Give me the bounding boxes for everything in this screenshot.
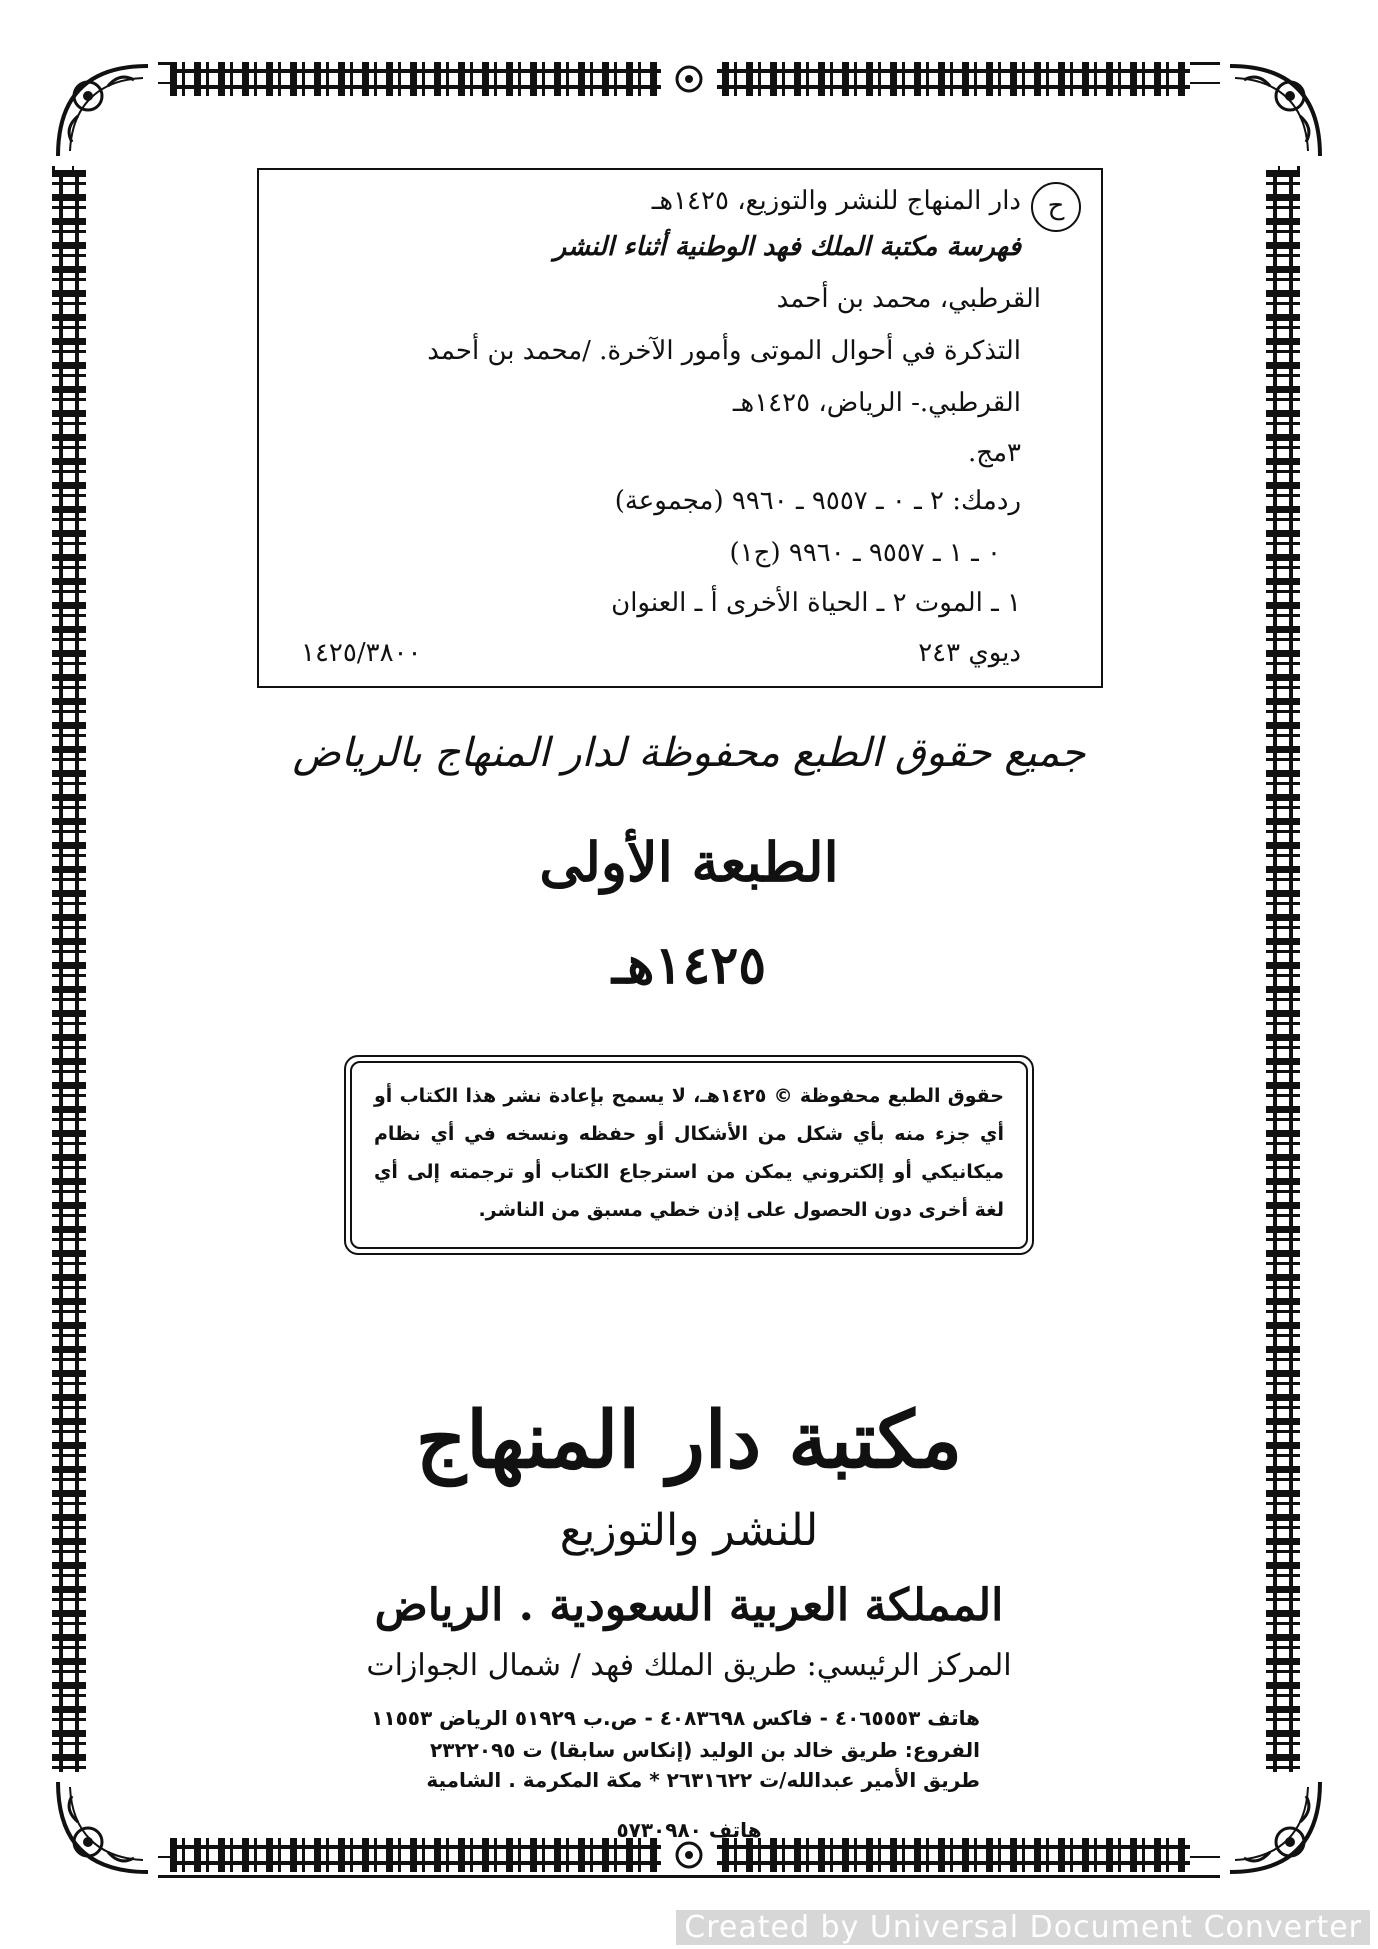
catalog-title-line2: القرطبي.- الرياض، ١٤٢٥هـ: [732, 388, 1021, 418]
copyright-notice-text: حقوق الطبع محفوظة © ١٤٢٥هـ، لا يسمح بإعادة نشر هذا الكتاب أو أي جزء منه بأي شكل من الأشكال أو حفظه ونسخه في أي نظام ميكانيكي أو إلكتروني يمكن من استرجاع الكتاب أو ترجمته إلى أي لغة أخرى دون الحصول على إذن خطي مسبق من الناشر.: [350, 1061, 1028, 1249]
publisher-name: مكتبة دار المنهاج: [415, 1395, 963, 1486]
corner-ornament-top-left: [48, 56, 158, 166]
catalog-deposit-number: ١٤٢٥/٣٨٠٠: [301, 638, 422, 668]
catalog-isbn-vol1: ٠ ـ ١ ـ ٩٥٥٧ ـ ٩٩٦٠ (ج١): [729, 538, 1001, 568]
edition-title: الطبعة الأولى: [539, 830, 839, 894]
converter-watermark: Created by Universal Document Converter: [676, 1910, 1370, 1945]
catalog-dewey: ديوي ٢٤٣: [918, 638, 1021, 668]
publisher-headquarters: المركز الرئيسي: طريق الملك فهد / شمال الجوازات: [366, 1648, 1012, 1683]
catalog-volumes: ٣مج.: [968, 438, 1021, 468]
catalog-subjects: ١ ـ الموت ٢ ـ الحياة الأخرى أ ـ العنوان: [611, 588, 1021, 618]
catalog-isbn-set: ردمك: ٢ ـ ٠ ـ ٩٥٥٧ ـ ٩٩٦٠ (مجموعة): [614, 486, 1021, 516]
edition-year: ١٤٢٥هـ: [611, 935, 767, 996]
publisher-address-line1: هاتف ٤٠٦٥٥٥٣ - فاكس ٤٠٨٣٦٩٨ - ص.ب ٥١٩٢٩ الرياض ١١٥٥٣: [371, 1706, 980, 1730]
publisher-country: المملكة العربية السعودية . الرياض: [374, 1580, 1004, 1631]
cataloging-box: [257, 168, 1103, 688]
catalog-publisher-line: دار المنهاج للنشر والتوزيع، ١٤٢٥هـ: [651, 186, 1021, 216]
publisher-phone: هاتف ٥٧٣٠٩٨٠: [616, 1818, 762, 1842]
rights-reserved-line: جميع حقوق الطبع محفوظة لدار المنهاج بالرياض: [292, 730, 1086, 776]
copyright-notice-box: [344, 1055, 1034, 1255]
bottom-center-ornament: [661, 1838, 717, 1872]
publisher-address-line3: طريق الأمير عبدالله/ت ٢٦٣١٦٢٢ * مكة المكرمة . الشامية: [426, 1768, 980, 1792]
publisher-subtitle: للنشر والتوزيع: [559, 1505, 819, 1556]
copyright-h-badge: ح: [1031, 182, 1081, 232]
catalog-cip-heading: فهرسة مكتبة الملك فهد الوطنية أثناء النشر: [553, 232, 1021, 262]
catalog-title-line1: التذكرة في أحوال الموتى وأمور الآخرة. /محمد بن أحمد: [427, 336, 1021, 366]
catalog-author: القرطبي، محمد بن أحمد: [776, 284, 1041, 314]
publisher-address-line2: الفروع: طريق خالد بن الوليد (إنكاس سابقا) ت ٢٣٢٢٠٩٥: [430, 1738, 980, 1762]
corner-ornament-top-right: [1220, 56, 1330, 166]
top-center-ornament: [661, 62, 717, 96]
